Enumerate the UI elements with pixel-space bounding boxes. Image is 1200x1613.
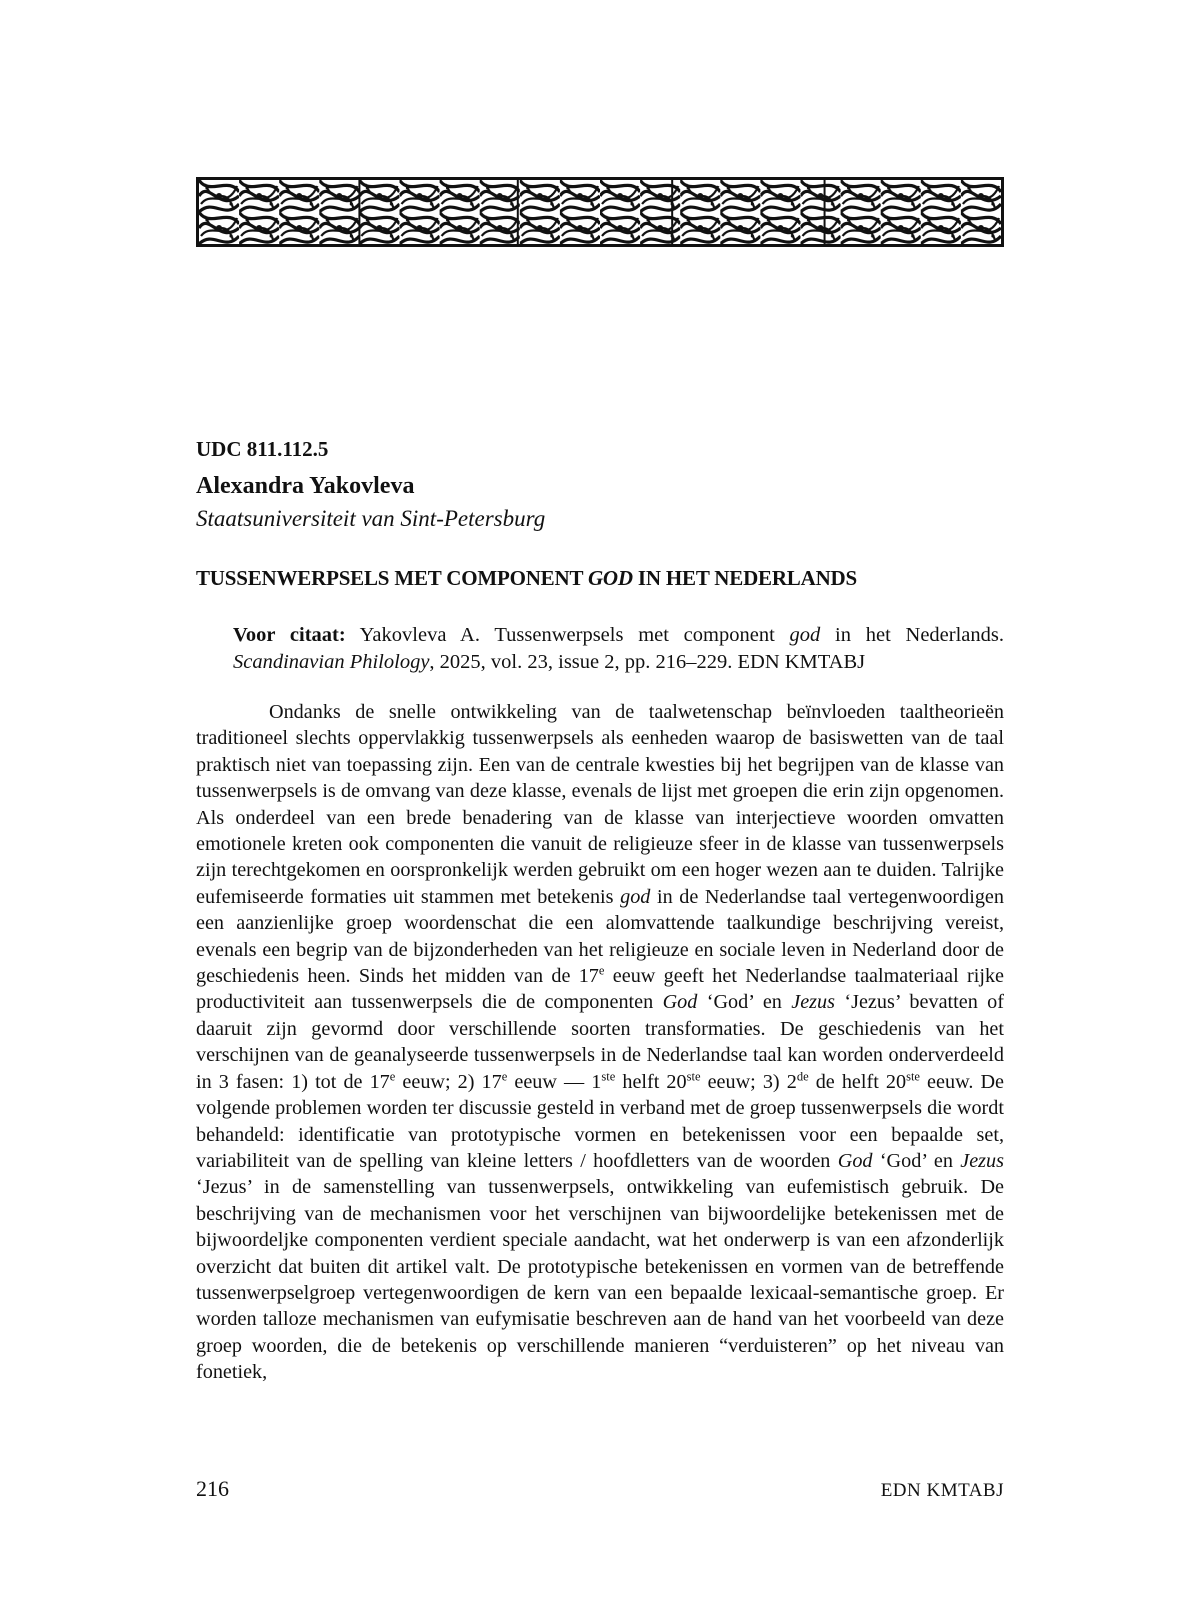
author-affiliation: Staatsuniversiteit van Sint-Petersburg <box>196 506 546 531</box>
journal-name: Scandinavian Philology <box>233 651 430 673</box>
citation-block: Voor citaat: Yakovleva A. Tussenwerpsels met component god in het Nederlands. Scandinavian Philology, 2025, vol. 23, issue 2, pp. 216–229. EDN KMTABJ <box>233 624 1005 673</box>
article-title: TUSSENWERPSELS MET COMPONENT GOD IN HET NEDERLANDS <box>196 566 857 590</box>
page-number: 216 <box>196 1476 229 1501</box>
footer-edn: EDN KMTABJ <box>880 1480 1004 1501</box>
abstract <box>196 699 1004 1386</box>
citation-label: Voor citaat: <box>233 624 346 646</box>
decorative-knotwork-border <box>196 177 1004 247</box>
author-name: Alexandra Yakovleva <box>196 473 415 499</box>
abstract-paragraph: Ondanks de snelle ontwikkeling van de taalwetenschap beïnvloeden taaltheorieën traditioneel slechts oppervlakkig tussenwerpsels als eenheden waarop de basiswetten van de taal praktisch niet van toepassing zijn. Een van de centrale kwesties bij het begrijpen van de klasse van tussenwerpsels is de omvang van deze klasse, evenals de lijst met groepen die erin zijn opgenomen. Als onderdeel van een brede benadering van de klasse van interjectieve woorden omvatten emotionele kreten ook componenten die vanuit de religieuze sfeer in de klasse van tussenwerpsels zijn terechtgekomen en oorspronkelijk werden gebruikt om een hoger wezen aan te duiden. Talrijke eufemiseerde formaties uit stammen met betekenis god in de Nederlandse taal vertegenwoordigen een aanzienlijke groep woordenschat die een alomvattende taalkundige beschrijving vereist, evenals een begrip van de bijzonderheden van het religieuze en sociale leven in Nederland door de geschiedenis heen. Sinds het midden van de 17e eeuw geeft het Nederlandse taalmateriaal rijke productiviteit aan tussenwerpsels die de componenten God ‘God’ en Jezus ‘Jezus’ bevatten of daaruit zijn gevormd door verschillende soorten transformaties. De geschiedenis van het verschijnen van de geanalyseerde tussenwerpsels in de Nederlandse taal kan worden onderverdeeld in 3 fasen: 1) tot de 17e eeuw; 2) 17e eeuw — 1ste helft 20ste eeuw; 3) 2de de helft 20ste eeuw. De volgende problemen worden ter discussie gesteld in verband met de groep tussenwerpsels die wordt behandeld: identificatie van prototypische vormen en betekenissen voor een bepaalde set, variabiliteit van de spelling van kleine letters / hoofdletters van de woorden God ‘God’ en Jezus ‘Jezus’ in de samenstelling van tussenwerpsels, ontwikkeling van eufemistisch gebruik. De beschrijving van de mechanismen voor het verschijnen van bijwoordelijke betekenissen met de bijwoordeljke componenten verdient speciale aandacht, wat het onderwerp is van een afzonderlijk overzicht dat buiten dit artikel valt. De prototypische betekenissen en vormen van de betreffende tussenwerpselgroep vertegenwoordigen de kern van een bepaalde lexicaal-semantische groep. Er worden talloze mechanismen van eufymisatie beschreven aan de hand van het voorbeeld van deze groep woorden, die de betekenis op verschillende manieren “verduisteren” op het niveau van fonetiek, <box>196 701 1004 1384</box>
knotwork-pattern-icon <box>199 180 1001 244</box>
udc-code: UDC 811.112.5 <box>196 437 329 461</box>
